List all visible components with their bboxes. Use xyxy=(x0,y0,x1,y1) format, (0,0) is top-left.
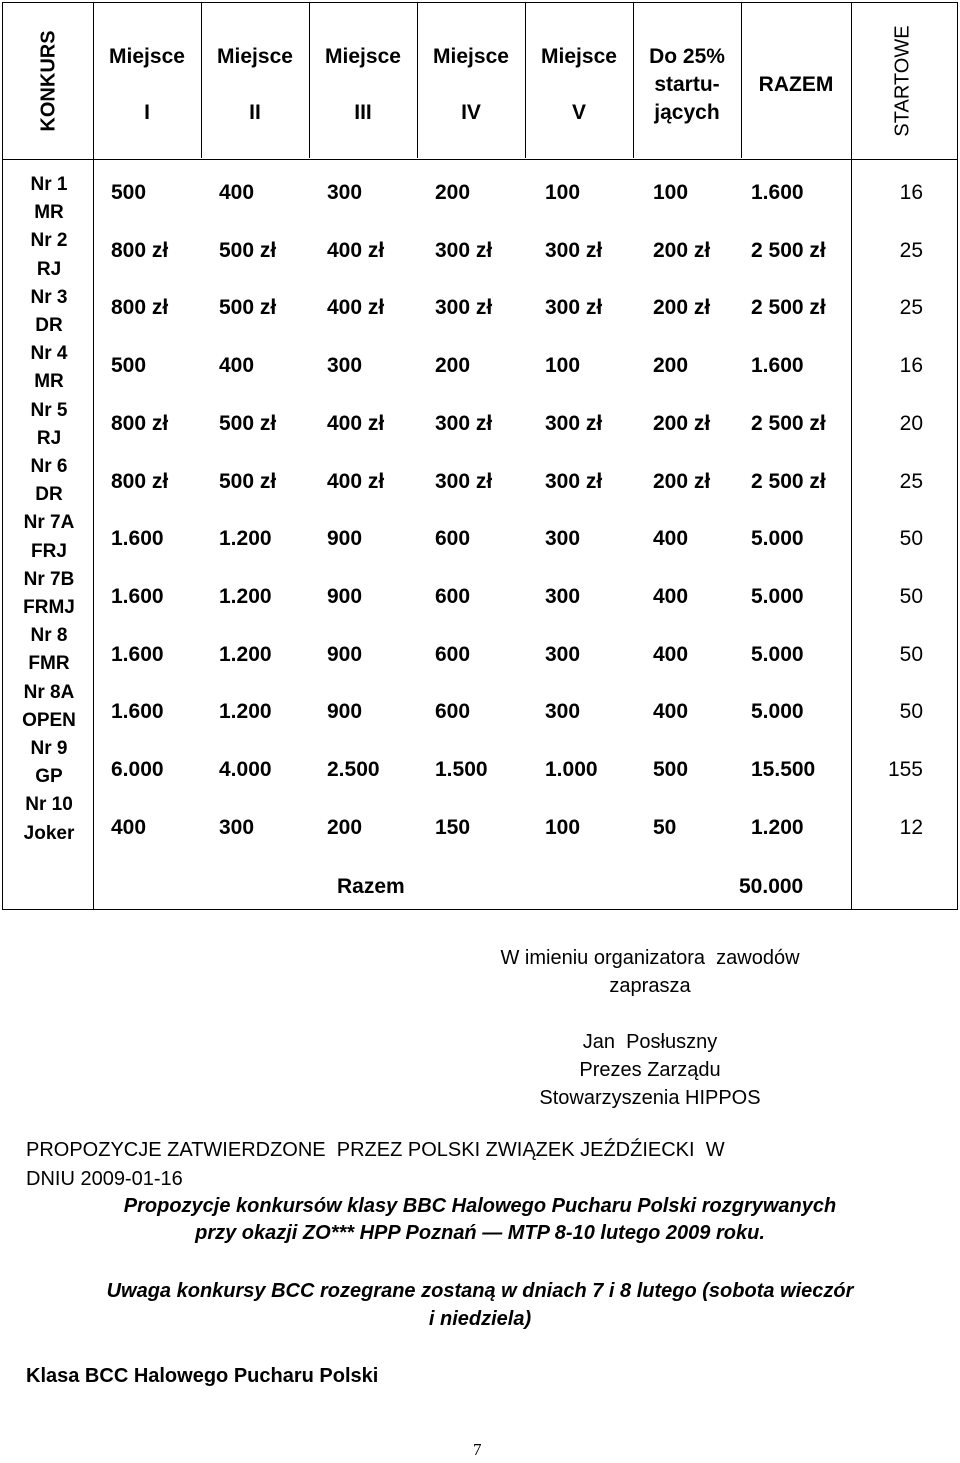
prize-cell: 1.600 xyxy=(111,527,164,551)
prize-cell: 1.000 xyxy=(545,758,598,781)
konkurs-name: Nr 3 xyxy=(30,286,68,308)
organizer-invite xyxy=(460,944,840,1000)
table-row xyxy=(95,527,955,559)
prize-cell: 500 zł xyxy=(219,469,277,493)
total-cell: 2 500 zł xyxy=(751,411,826,435)
konkurs-name: Nr 6 xyxy=(30,456,68,478)
prize-cell: 4.000 xyxy=(219,758,272,781)
prize-cell: 200 xyxy=(435,181,471,204)
konkurs-name: FRJ xyxy=(31,540,67,562)
prize-cell: 600 xyxy=(435,527,471,551)
table-row xyxy=(95,239,955,271)
starters-cell: 16 xyxy=(899,181,923,204)
organizer-signature xyxy=(460,1028,840,1112)
prize-cell: 300 xyxy=(545,527,581,551)
prize-cell: 1.600 xyxy=(111,700,164,724)
startowe-heading: STARTOWE xyxy=(891,25,914,137)
konkurs-name: MR xyxy=(34,202,64,224)
prize-cell: 200 zł xyxy=(653,238,711,262)
do25-line: startu- xyxy=(654,73,720,96)
prize-cell: 400 xyxy=(111,815,147,839)
prize-cell: 900 xyxy=(327,700,363,724)
prize-cell: 2.500 xyxy=(327,758,380,781)
prize-cell: 600 xyxy=(435,642,471,666)
total-cell: 1.600 xyxy=(751,181,804,204)
organizer-role: Prezes Zarządu xyxy=(579,1059,721,1081)
total-cell: 2 500 zł xyxy=(751,469,826,493)
konkurs-list xyxy=(3,171,95,848)
prize-cell: 1.600 xyxy=(111,642,164,666)
prize-cell: 300 zł xyxy=(545,238,603,262)
prize-cell: 300 xyxy=(545,700,581,724)
prize-cell: 800 zł xyxy=(111,411,169,435)
prize-cell: 300 zł xyxy=(545,469,603,493)
header-place-3 xyxy=(309,3,417,159)
total-cell: 15.500 xyxy=(751,758,816,781)
prize-cell: 400 xyxy=(653,700,689,724)
prize-cell: 500 xyxy=(653,758,689,781)
do25-line: Do 25% xyxy=(649,45,725,68)
total-cell: 5.000 xyxy=(751,642,804,666)
invite-line: zaprasza xyxy=(609,975,691,997)
organizer-org: Stowarzyszenia HIPPOS xyxy=(539,1087,761,1109)
header-place-1 xyxy=(93,3,201,159)
total-cell: 2 500 zł xyxy=(751,238,826,262)
starters-cell: 20 xyxy=(899,411,923,435)
prize-cell: 400 zł xyxy=(327,296,385,320)
prize-cell: 500 zł xyxy=(219,411,277,435)
table-row xyxy=(95,470,955,502)
prize-cell: 400 xyxy=(653,584,689,608)
konkurs-heading: KONKURS xyxy=(37,30,60,132)
header-konkurs xyxy=(3,3,95,159)
prize-table xyxy=(2,2,958,910)
konkurs-name: Nr 10 xyxy=(25,794,73,816)
konkurs-name: OPEN xyxy=(22,709,76,731)
uwaga-line-2: i niedziela) xyxy=(428,1308,532,1330)
konkurs-name: GP xyxy=(35,766,63,788)
prize-cell: 150 xyxy=(435,815,471,839)
total-cell: 1.600 xyxy=(751,354,804,378)
prize-cell: 400 xyxy=(653,642,689,666)
table-row xyxy=(95,585,955,617)
table-row xyxy=(95,412,955,444)
prize-cell: 800 zł xyxy=(111,238,169,262)
total-cell: 5.000 xyxy=(751,700,804,724)
prize-cell: 400 xyxy=(653,527,689,551)
invite-line: W imieniu organizatora zawodów xyxy=(500,947,800,969)
starters-cell: 50 xyxy=(899,700,923,724)
prize-cell: 200 xyxy=(435,354,471,378)
place-label: Miejsce xyxy=(109,45,185,68)
do25-label xyxy=(633,43,741,127)
konkurs-name: Nr 8 xyxy=(30,625,68,647)
page-number: 7 xyxy=(473,1440,482,1459)
table-row xyxy=(95,700,955,732)
table-row xyxy=(95,354,955,386)
place-number: I xyxy=(144,101,150,124)
place-label: Miejsce xyxy=(325,45,401,68)
konkurs-name: FMR xyxy=(28,653,70,675)
prize-cell: 800 zł xyxy=(111,469,169,493)
starters-cell: 50 xyxy=(899,527,923,551)
prize-cell: 6.000 xyxy=(111,758,164,781)
konkurs-name: DR xyxy=(35,315,63,337)
prize-cell: 300 xyxy=(545,584,581,608)
prize-cell: 1.600 xyxy=(111,584,164,608)
prize-cell: 100 xyxy=(545,354,581,378)
prize-cell: 400 xyxy=(219,354,255,378)
prize-cell: 300 xyxy=(327,181,363,204)
uwaga-line-1: Uwaga konkursy BCC rozegrane zostaną w dniach 7 i 8 lutego (sobota wieczór xyxy=(106,1280,854,1302)
prize-cell: 300 zł xyxy=(435,411,493,435)
konkurs-name: FRMJ xyxy=(23,597,75,619)
header-place-2 xyxy=(201,3,309,159)
place-number: V xyxy=(571,101,586,124)
klasa-heading: Klasa BCC Halowego Pucharu Polski xyxy=(26,1365,379,1387)
prize-cell: 50 xyxy=(653,815,677,839)
table-row xyxy=(95,643,955,675)
place-label: Miejsce xyxy=(433,45,509,68)
organizer-name: Jan Posłuszny xyxy=(582,1031,718,1053)
prize-cell: 800 zł xyxy=(111,296,169,320)
prize-cell: 1.200 xyxy=(219,700,272,724)
total-cell: 1.200 xyxy=(751,815,804,839)
prize-cell: 400 zł xyxy=(327,469,385,493)
prize-cell: 500 zł xyxy=(219,296,277,320)
prize-cell: 300 zł xyxy=(435,296,493,320)
header-place-4 xyxy=(417,3,525,159)
total-cell: 2 500 zł xyxy=(751,296,826,320)
place-label: Miejsce xyxy=(217,45,293,68)
header-startowe xyxy=(849,3,957,159)
starters-cell: 12 xyxy=(899,815,923,839)
table-row xyxy=(95,181,955,213)
prize-cell: 200 zł xyxy=(653,469,711,493)
starters-cell: 50 xyxy=(899,642,923,666)
konkurs-name: Nr 7A xyxy=(23,512,75,534)
prize-cell: 200 xyxy=(653,354,689,378)
table-row xyxy=(95,758,955,790)
prize-cell: 600 xyxy=(435,700,471,724)
prize-cell: 900 xyxy=(327,584,363,608)
place-number: II xyxy=(249,101,261,124)
starters-cell: 25 xyxy=(899,296,923,320)
propozycje-line-1: Propozycje konkursów klasy BBC Halowego Pucharu Polski rozgrywanych xyxy=(123,1195,837,1217)
razem-heading: RAZEM xyxy=(758,73,834,96)
prize-cell: 400 zł xyxy=(327,238,385,262)
prize-cell: 400 xyxy=(219,181,255,204)
prize-cell: 500 xyxy=(111,354,147,378)
konkurs-name: MR xyxy=(34,371,64,393)
prize-cell: 300 zł xyxy=(435,469,493,493)
prize-cell: 900 xyxy=(327,642,363,666)
approval-line-2: DNIU 2009-01-16 xyxy=(26,1168,183,1190)
prize-cell: 1.200 xyxy=(219,642,272,666)
total-cell: 5.000 xyxy=(751,584,804,608)
prize-cell: 200 zł xyxy=(653,296,711,320)
prize-cell: 300 zł xyxy=(545,411,603,435)
konkurs-name: Joker xyxy=(23,822,75,844)
konkurs-name: Nr 9 xyxy=(30,738,68,760)
starters-cell: 50 xyxy=(899,584,923,608)
starters-cell: 16 xyxy=(899,354,923,378)
konkurs-name: Nr 8A xyxy=(23,681,75,703)
do25-line: jących xyxy=(654,101,720,124)
konkurs-name: Nr 4 xyxy=(30,343,68,365)
total-value: 50.000 xyxy=(739,875,804,898)
place-number: III xyxy=(354,101,372,124)
header-do-25 xyxy=(633,3,741,159)
table-row xyxy=(95,296,955,328)
konkurs-name: DR xyxy=(35,484,63,506)
konkurs-name: Nr 2 xyxy=(30,230,68,252)
prize-cell: 600 xyxy=(435,584,471,608)
approval-line-1: PROPOZYCJE ZATWIERDZONE PRZEZ POLSKI ZWIĄZEK JEŹDŹIECKI W xyxy=(26,1139,725,1161)
prize-cell: 500 zł xyxy=(219,238,277,262)
prize-cell: 300 xyxy=(545,642,581,666)
konkurs-name: Nr 7B xyxy=(23,568,75,590)
prize-cell: 1.200 xyxy=(219,584,272,608)
total-label: Razem xyxy=(337,875,405,898)
table-row xyxy=(95,816,955,848)
prize-cell: 1.500 xyxy=(435,758,488,781)
header-razem xyxy=(741,3,851,159)
prize-cell: 1.200 xyxy=(219,527,272,551)
starters-cell: 155 xyxy=(887,758,923,781)
prize-cell: 900 xyxy=(327,527,363,551)
prize-cell: 300 zł xyxy=(435,238,493,262)
starters-cell: 25 xyxy=(899,469,923,493)
propozycje-line-2: przy okazji ZO*** HPP Poznań — MTP 8-10 lutego 2009 roku. xyxy=(195,1222,765,1244)
prize-cell: 200 xyxy=(327,815,363,839)
konkurs-name: RJ xyxy=(36,258,62,280)
prize-cell: 100 xyxy=(653,181,689,204)
prize-cell: 300 xyxy=(219,815,255,839)
header-place-5 xyxy=(525,3,633,159)
prize-cell: 100 xyxy=(545,181,581,204)
konkurs-name: Nr 5 xyxy=(30,399,68,421)
prize-cell: 200 zł xyxy=(653,411,711,435)
prize-cell: 100 xyxy=(545,815,581,839)
konkurs-name: RJ xyxy=(36,427,62,449)
konkurs-name: Nr 1 xyxy=(30,174,68,195)
prize-cell: 300 zł xyxy=(545,296,603,320)
starters-cell: 25 xyxy=(899,238,923,262)
place-label: Miejsce xyxy=(541,45,617,68)
prize-cell: 400 zł xyxy=(327,411,385,435)
divider xyxy=(2,159,958,160)
total-cell: 5.000 xyxy=(751,527,804,551)
place-number: IV xyxy=(461,101,481,124)
prize-cell: 300 xyxy=(327,354,363,378)
prize-cell: 500 xyxy=(111,181,147,204)
